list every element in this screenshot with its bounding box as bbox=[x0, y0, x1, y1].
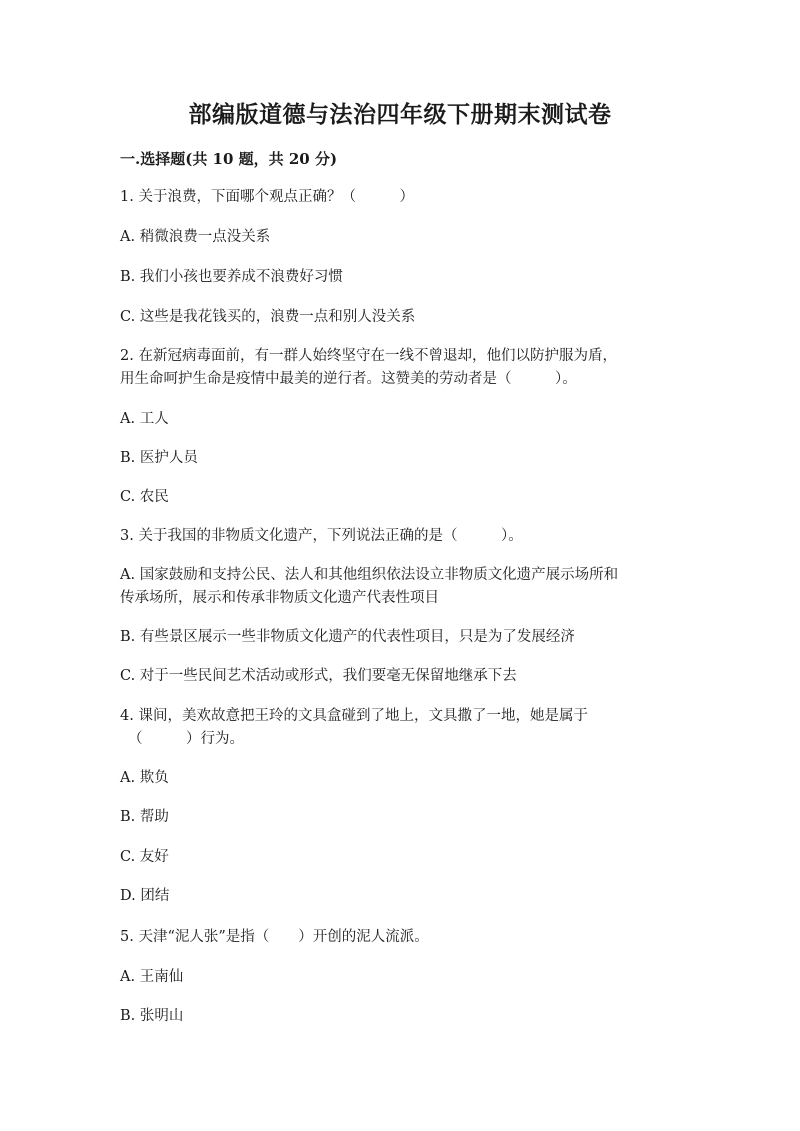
question-3-option-c: C. 对于一些民间艺术活动或形式，我们要毫无保留地继承下去 bbox=[120, 668, 517, 684]
question-4-option-a: A. 欺负 bbox=[120, 770, 169, 786]
question-stem-4-line-1: 4. 课间，美欢故意把王玲的文具盒碰到了地上，文具撒了一地，她是属于 bbox=[120, 708, 588, 724]
question-1-option-a: A. 稍微浪费一点没关系 bbox=[120, 229, 271, 245]
section-heading: 一.选择题(共 10 题，共 20 分) bbox=[120, 150, 338, 168]
question-stem-2-line-1: 2. 在新冠病毒面前，有一群人始终坚守在一线不曾退却，他们以防护服为盾， bbox=[120, 348, 617, 364]
question-stem-2-line-2: 用生命呵护生命是疫情中最美的逆行者。这赞美的劳动者是（ ）。 bbox=[120, 371, 577, 387]
question-1-option-c: C. 这些是我花钱买的，浪费一点和别人没关系 bbox=[120, 309, 416, 325]
question-stem-3: 3. 关于我国的非物质文化遗产，下列说法正确的是（ ）。 bbox=[120, 528, 523, 544]
question-1-option-b: B. 我们小孩也要养成不浪费好习惯 bbox=[120, 269, 343, 285]
page-title: 部编版道德与法治四年级下册期末测试卷 bbox=[188, 101, 612, 128]
question-3-option-a-line-1: A. 国家鼓励和支持公民、法人和其他组织依法设立非物质文化遗产展示场所和 bbox=[120, 567, 619, 583]
question-3-option-a-line-2: 传承场所，展示和传承非物质文化遗产代表性项目 bbox=[120, 590, 439, 606]
question-4-option-d: D. 团结 bbox=[120, 888, 170, 904]
question-stem-1: 1. 关于浪费，下面哪个观点正确？（ ） bbox=[120, 189, 414, 205]
question-stem-4-line-2: （ ）行为。 bbox=[128, 731, 244, 747]
question-2-option-c: C. 农民 bbox=[120, 489, 169, 505]
question-2-option-b: B. 医护人员 bbox=[120, 450, 198, 466]
question-2-option-a: A. 工人 bbox=[120, 411, 169, 427]
question-5-option-b: B. 张明山 bbox=[120, 1008, 184, 1024]
question-5-option-a: A. 王南仙 bbox=[120, 969, 184, 985]
question-stem-5: 5. 天津“泥人张”是指（ ）开创的泥人流派。 bbox=[120, 929, 429, 945]
question-4-option-c: C. 友好 bbox=[120, 849, 169, 865]
question-3-option-b: B. 有些景区展示一些非物质文化遗产的代表性项目，只是为了发展经济 bbox=[120, 629, 575, 645]
question-4-option-b: B. 帮助 bbox=[120, 809, 169, 825]
